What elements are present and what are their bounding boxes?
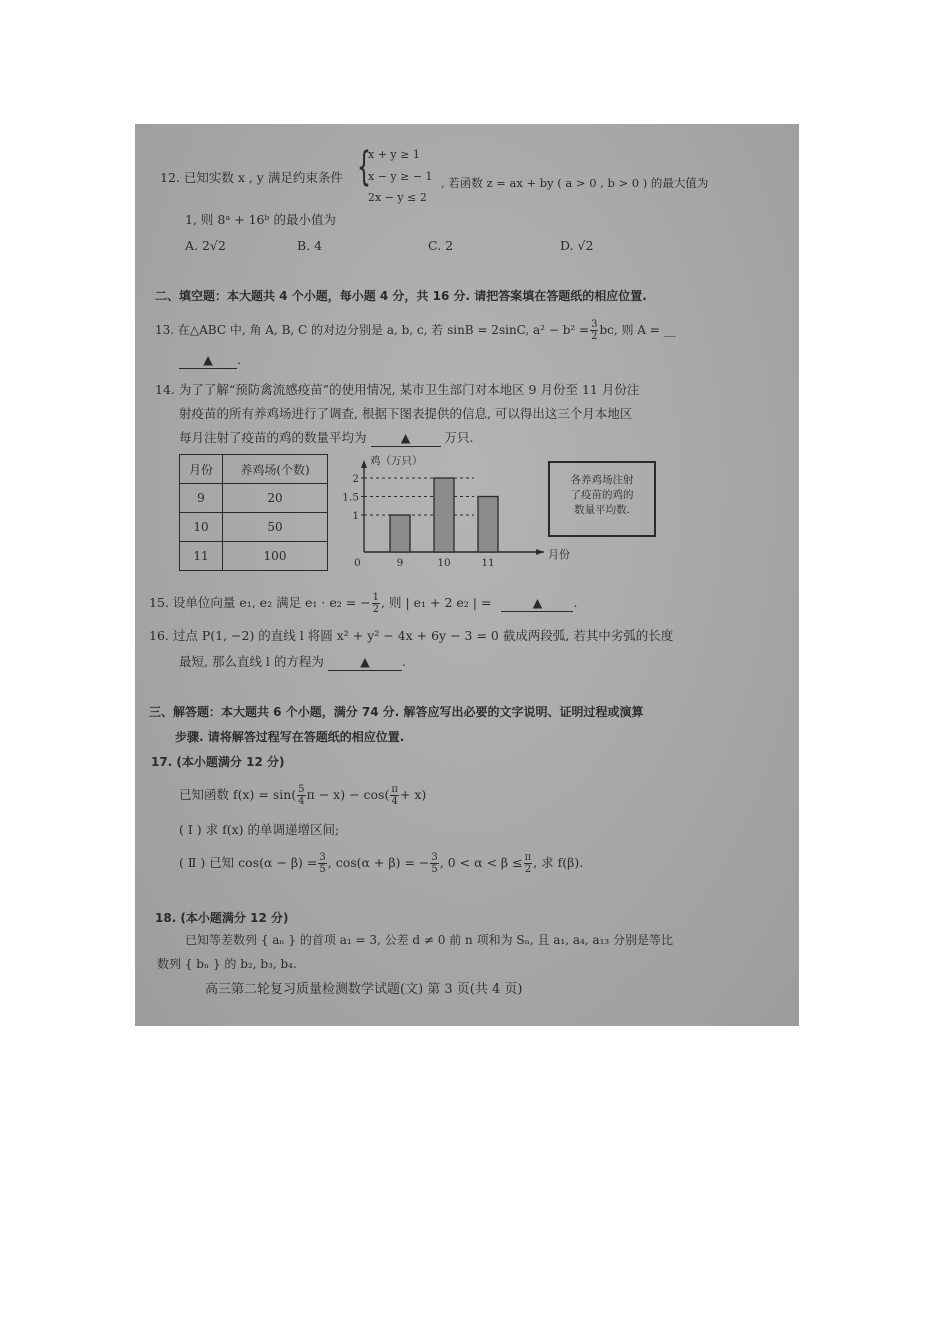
table-header-month: 月份 <box>180 455 223 484</box>
q15-line: 15. 设单位向量 e₁, e₂ 满足 e₁ · e₂ = − $\frac{1}{2}$ , 则 | e₁ + 2 e₂ | = ▲ . <box>149 592 578 615</box>
q12-prefix: 12. 已知实数 x , y 满足约束条件 <box>160 170 343 185</box>
q13-answer-blank[interactable]: ▲ <box>179 352 237 369</box>
q18-heading: 18. (本小题满分 12 分) <box>155 911 289 925</box>
origin-label: 0 <box>354 557 361 569</box>
q13-line <box>155 319 676 342</box>
bar-11 <box>478 497 498 553</box>
q13-answer-line: ▲ . <box>179 352 241 369</box>
y-tick-label: 2 <box>352 473 359 485</box>
farm-count-table <box>179 454 328 571</box>
q13-fraction: $\frac{3}{2}$ <box>591 319 598 342</box>
q12-option-a: A. 2√2 <box>185 238 226 253</box>
q12-constraint-3: 2x − y ≤ 2 <box>368 191 427 204</box>
q17-heading: 17. (本小题满分 12 分) <box>151 755 285 769</box>
page-footer: 高三第二轮复习质量检测数学试题(文) 第 3 页(共 4 页) <box>205 982 523 997</box>
section-3-heading-line1: 三、解答题：本大题共 6 个小题，满分 74 分. 解答应写出必要的文字说明、证明过程或演算 <box>149 705 644 719</box>
q12-constraint-1: x + y ≥ 1 <box>368 148 420 161</box>
table-header-row <box>180 455 328 484</box>
q16-answer-blank[interactable]: ▲ <box>328 654 402 671</box>
q15-fraction: $\frac{1}{2}$ <box>372 592 380 615</box>
q13-text-b: bc, 则 A = __ <box>599 323 676 337</box>
x-axis-label: 月份 <box>548 548 570 561</box>
q18-line1: 已知等差数列 { aₙ } 的首项 a₁ = 3, 公差 d ≠ 0 前 n 项和为 Sₙ, 且 a₁, a₄, a₁₃ 分别是等比 <box>185 933 674 947</box>
x-tick-label: 10 <box>437 557 451 569</box>
q16-line2: 最短, 那么直线 l 的方程为 ▲ . <box>179 654 406 669</box>
q14-line2: 射疫苗的所有养鸡场进行了调查, 根据下图表提供的信息, 可以得出这三个月本地区 <box>179 406 633 421</box>
q17-part2: ( Ⅱ ) 已知 cos(α − β) = $\frac{3}{5}$ , cos(α + β) = − $\frac{3}{5}$ , 0 < α < β ≤ $\frac{\pi}{2}$ , 求 f(β). <box>179 852 584 875</box>
q12-line2: 1, 则 8ᵃ + 16ᵇ 的最小值为 <box>185 212 336 227</box>
exam-page-photo <box>135 124 799 1026</box>
q14-answer-blank[interactable]: ▲ <box>371 430 441 447</box>
section-2-heading: 二、填空题：本大题共 4 个小题，每小题 4 分，共 16 分. 请把答案填在答题纸的相应位置. <box>155 289 647 303</box>
q17-given: 已知函数 f(x) = sin( $\frac{5}{4}$ π − x) − cos( $\frac{\pi}{4}$ + x) <box>179 784 427 807</box>
x-tick-label: 11 <box>481 557 495 569</box>
constraint-brace: { <box>357 144 371 190</box>
table-header-farms: 养鸡场(个数) <box>223 455 328 484</box>
q12-suffix: , 若函数 z = ax + by ( a > 0 , b > 0 ) 的最大值为 <box>441 176 709 190</box>
x-axis-arrow <box>536 549 544 555</box>
y-tick-label: 1 <box>352 510 359 522</box>
q13-text-a: 13. 在△ABC 中, 角 A, B, C 的对边分别是 a, b, c, 若 sinB = 2sinC, a² − b² = <box>155 323 590 337</box>
q15-answer-blank[interactable]: ▲ <box>501 595 573 612</box>
q17-part1: ( Ⅰ ) 求 f(x) 的单调递增区间; <box>179 822 340 837</box>
chart-note-box: 各养鸡场注射 了疫苗的鸡的 数量平均数. <box>548 461 656 537</box>
bar-10 <box>434 478 454 552</box>
q14-line1: 14. 为了了解“预防禽流感疫苗”的使用情况, 某市卫生部门对本地区 9 月份至 11 月份注 <box>155 382 640 397</box>
table-row: 10 50 <box>180 513 328 542</box>
q14-line3: 每月注射了疫苗的鸡的数量平均为 ▲ 万只. <box>179 430 474 445</box>
q18-line2: 数列 { bₙ } 的 b₂, b₃, b₄. <box>157 957 297 971</box>
x-tick-label: 9 <box>396 557 404 569</box>
chicken-bar-chart <box>340 456 580 576</box>
bar-9 <box>390 515 410 552</box>
table-row: 11 100 <box>180 542 328 571</box>
q16-line1: 16. 过点 P(1, −2) 的直线 l 将圆 x² + y² − 4x + 6y − 3 = 0 截成两段弧, 若其中劣弧的长度 <box>149 628 674 643</box>
section-3-heading-line2: 步骤. 请将解答过程写在答题纸的相应位置. <box>175 730 405 744</box>
y-axis-arrow <box>361 460 367 468</box>
table-row: 9 20 <box>180 484 328 513</box>
q12-option-b: B. 4 <box>297 238 323 253</box>
y-tick-label: 1.5 <box>342 491 359 504</box>
q12-constraint-2: x − y ≥ − 1 <box>368 170 433 183</box>
q12-option-c: C. 2 <box>428 238 454 253</box>
y-axis-label: 鸡（万只） <box>370 455 423 467</box>
q12-option-d: D. √2 <box>560 238 594 253</box>
